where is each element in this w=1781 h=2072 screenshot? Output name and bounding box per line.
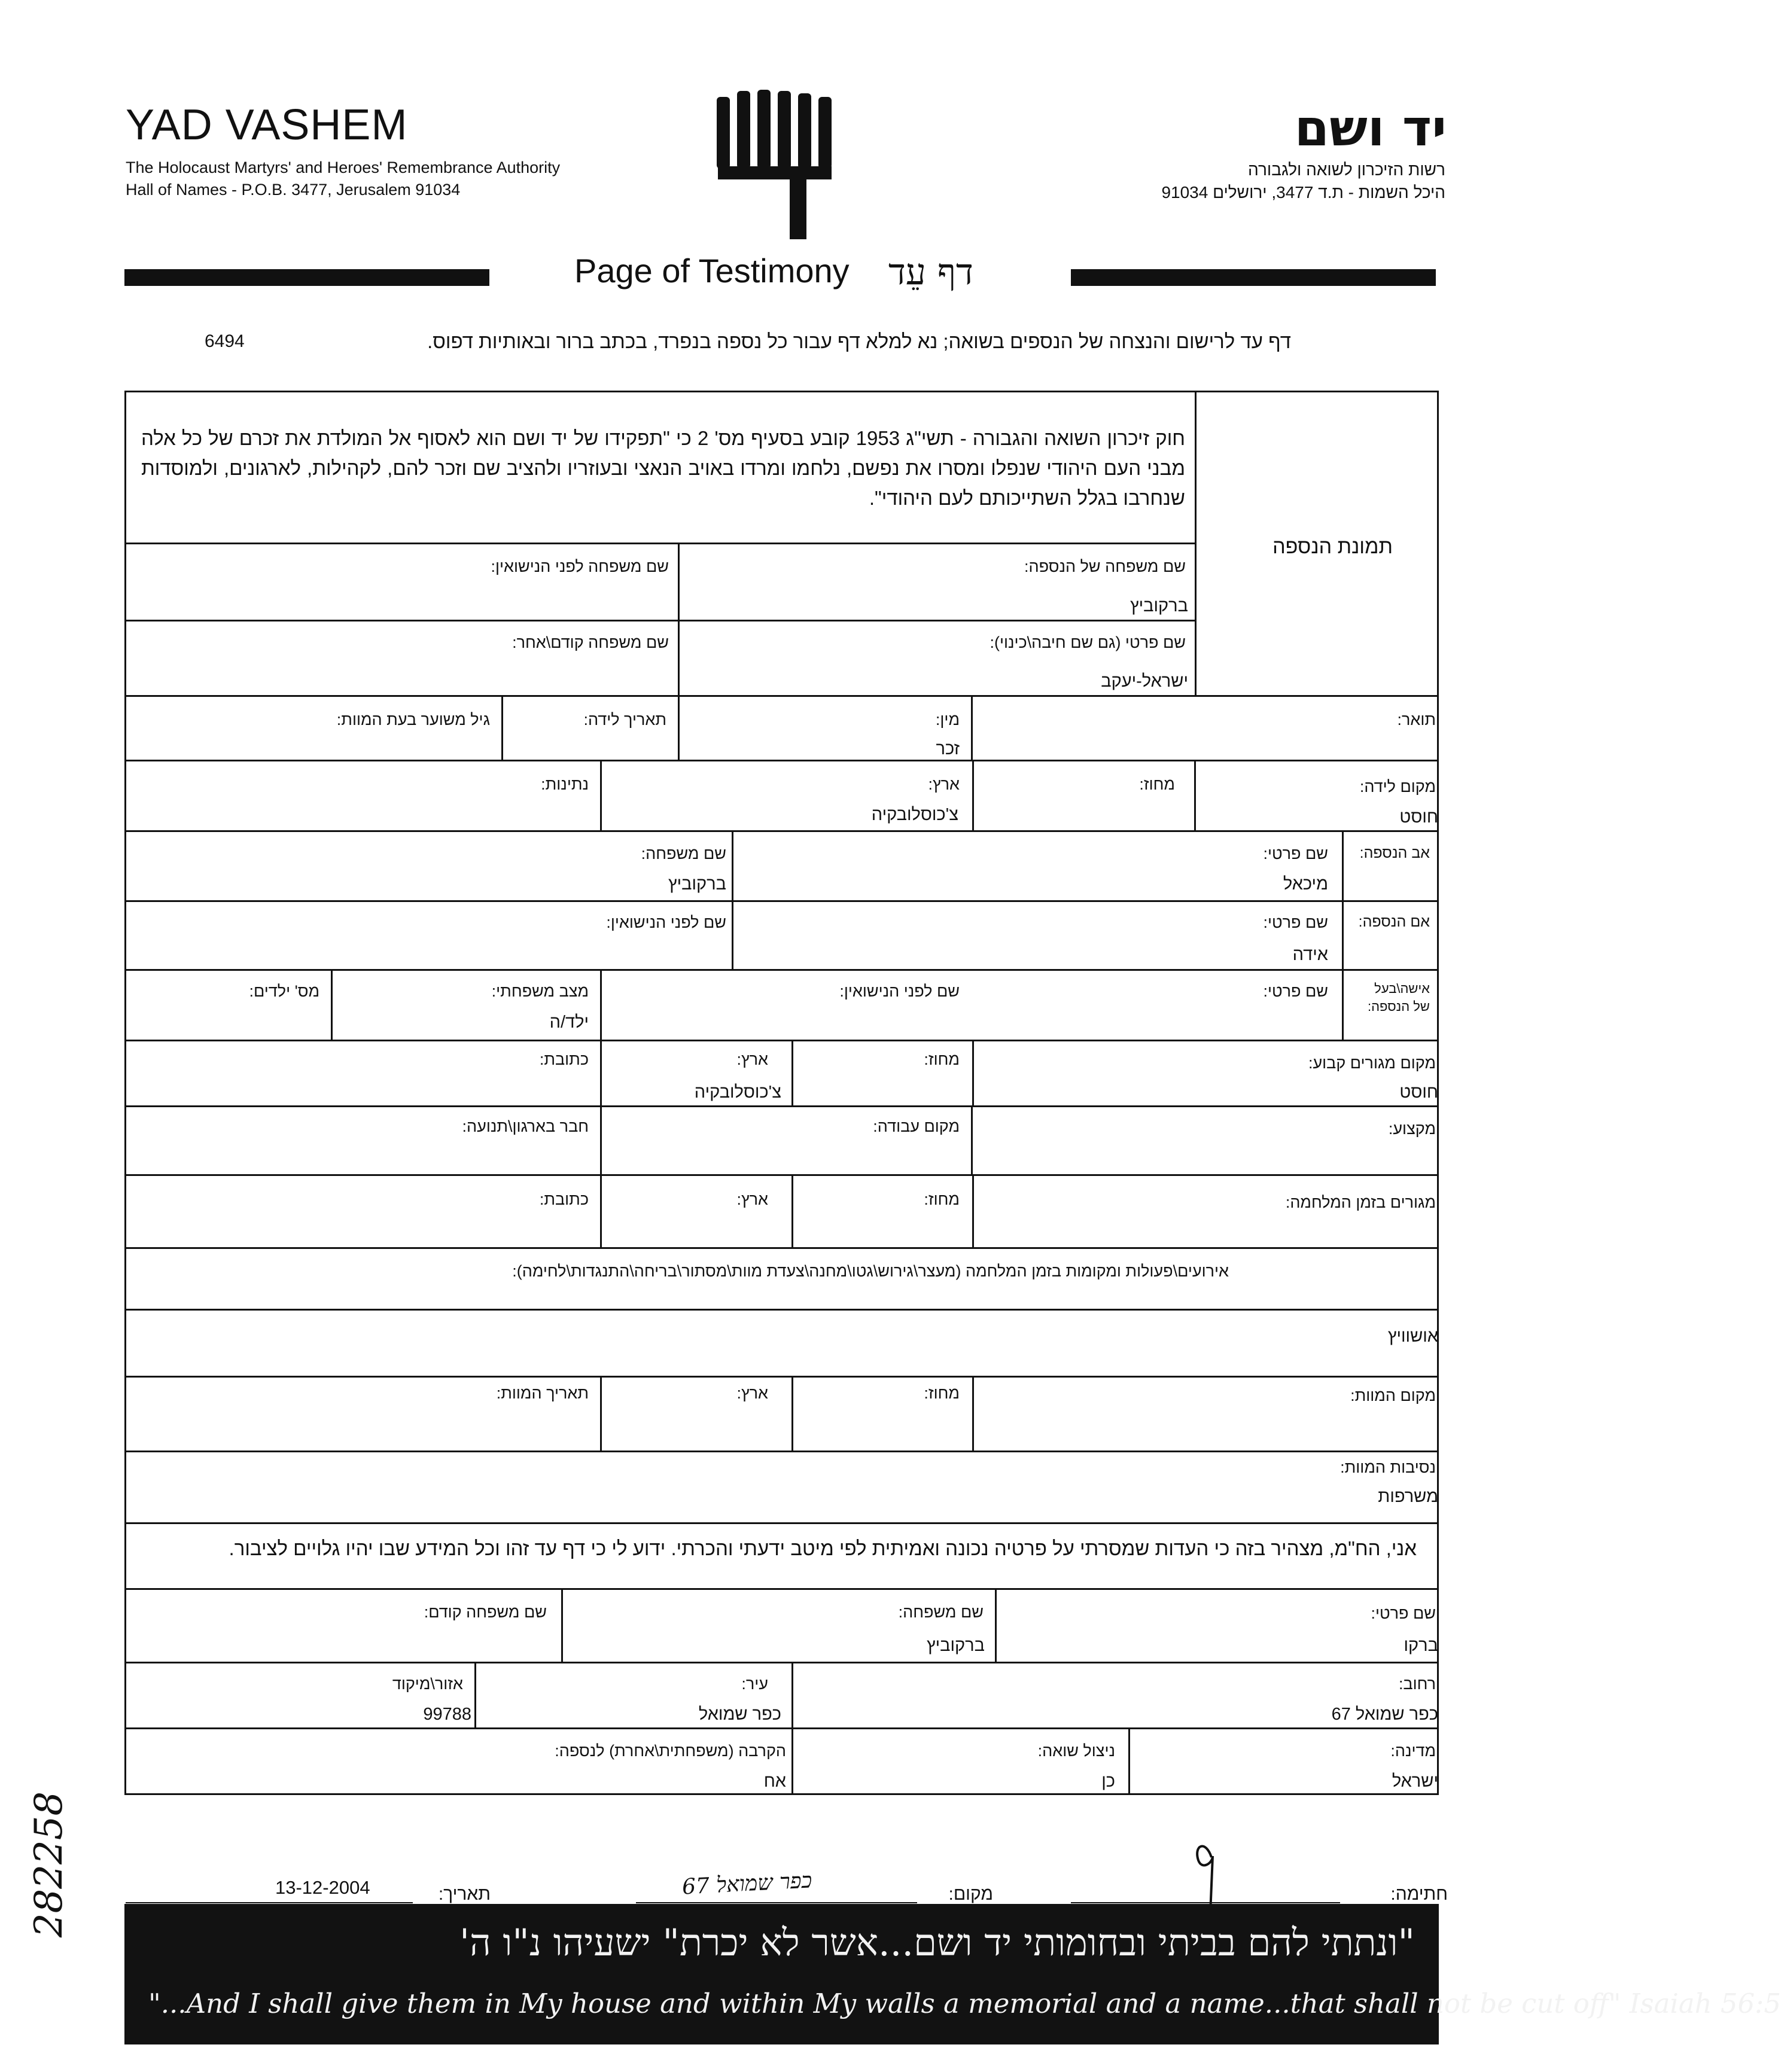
victim-first-name[interactable]: ישראל-יעקב xyxy=(1101,672,1188,691)
authority-he: רשות הזיכרון לשואה ולגבורה xyxy=(1248,160,1445,179)
relation-value[interactable]: אח xyxy=(763,1772,786,1791)
birth-country-label: ארץ: xyxy=(928,775,960,793)
father-first-label: שם פרטי: xyxy=(1263,845,1328,863)
children-count-label: מס' ילדים: xyxy=(249,982,319,1000)
birth-district-label: מחוז: xyxy=(1139,775,1175,793)
workplace-label: מקום עבודה: xyxy=(873,1117,960,1135)
relation-label: הקרבה (משפחתית\אחרת) לנספה: xyxy=(555,1742,786,1760)
country-value[interactable]: ישראל xyxy=(1392,1772,1438,1791)
footer-quote-he: "ונתתי להם בביתי ובחומותי יד ושם...אשר לא יכרת" ישעיהו נ"ו ה' xyxy=(459,1921,1415,1964)
residence-address-label: כתובת: xyxy=(539,1050,589,1068)
margin-number: 282258 xyxy=(27,1791,72,1938)
date-value[interactable]: 13-12-2004 xyxy=(275,1877,370,1898)
victim-family-name-label: שם משפחה של הנספה: xyxy=(1024,557,1186,575)
footer-quote-en: "...And I shall give them in My house and within My walls a memorial and a name...that shall not be cut off" Isaiah 56:5 xyxy=(148,1988,1781,2019)
signature-label: חתימה: xyxy=(1390,1884,1448,1904)
father-row-label: אב הנספה: xyxy=(1359,845,1430,861)
date-label: תאריך: xyxy=(438,1884,491,1904)
marital-status-value[interactable]: ילד/ה xyxy=(549,1013,589,1032)
father-family-value[interactable]: ברקוביץ xyxy=(668,874,726,894)
mother-row-label: אם הנספה: xyxy=(1358,913,1430,930)
survivor-label: ניצול שואה: xyxy=(1037,1742,1115,1760)
gender-value[interactable]: זכר xyxy=(936,739,960,758)
marital-status-label: מצב משפחתי: xyxy=(491,982,589,1000)
mother-first-value[interactable]: אידה xyxy=(1292,945,1328,964)
yad-vashem-logo xyxy=(712,90,838,245)
birth-country-value[interactable]: צ'כוסלובקיה xyxy=(871,805,958,824)
victim-prev-name-label: שם משפחה קודם\אחר: xyxy=(512,633,669,651)
org-name-he: יד ושם xyxy=(1294,99,1447,157)
spouse-maiden-label: שם לפני הנישואין: xyxy=(839,982,960,1000)
death-country-label: ארץ: xyxy=(736,1384,768,1402)
wartime-district-label: מחוז: xyxy=(924,1190,960,1208)
death-place-label: מקום המוות: xyxy=(1350,1387,1436,1404)
events-label: אירועים\פעולות ומקומות בזמן המלחמה (מעצר\גירוש\גטו\מחנה\צעדת מוות\מסתור\בריחה\התנגדות\לחימה): xyxy=(512,1262,1229,1280)
submitter-family-value[interactable]: ברקוביץ xyxy=(927,1636,985,1655)
residence-label: מקום מגורים קבוע: xyxy=(1308,1054,1436,1072)
submitter-first-value[interactable]: ברקו xyxy=(1404,1636,1438,1655)
approx-age-label: גיל משוער בעת המוות: xyxy=(336,711,490,729)
country-label: מדינה: xyxy=(1390,1742,1436,1760)
mother-first-label: שם פרטי: xyxy=(1263,913,1328,931)
page-title-he: דף עֵד xyxy=(888,251,973,293)
spouse-first-label: שם פרטי: xyxy=(1263,982,1328,1000)
death-circumstances-value[interactable]: משרפות xyxy=(1378,1487,1438,1506)
place-line xyxy=(636,1902,917,1903)
street-label: רחוב: xyxy=(1398,1675,1436,1693)
death-circumstances-label: נסיבות המוות: xyxy=(1340,1458,1436,1476)
victim-first-name-label: שם פרטי (גם שם חיבה\כינוי): xyxy=(990,633,1186,651)
birth-place-value[interactable]: חוסט xyxy=(1399,808,1438,827)
law-text: חוק זיכרון השואה והגבורה - תשי"ג 1953 קובע בסעיף מס' 2 כי "תפקידו של יד ושם הוא לאסוף אל המולדת את זכרם של כל אלה מבני העם היהודי שנפלו ומסרו את נפשם, נלחמו ומרדו באויב הנאצי ובעוזריו ולהציב שם וזכר להם, לקהילות, לארגונים, ולמוסדות שנחרבו בגלל השתייכותם לעם היהודי". xyxy=(141,427,1185,509)
birth-place-label: מקום לידה: xyxy=(1359,778,1436,796)
footer-banner xyxy=(124,1904,1781,2044)
address-en: Hall of Names - P.O.B. 3477, Jerusalem 91034 xyxy=(126,181,461,199)
organization-member-label: חבר בארגון\תנועה: xyxy=(462,1117,589,1135)
mother-maiden-label: שם לפני הנישואין: xyxy=(606,913,726,931)
survivor-value[interactable]: כן xyxy=(1101,1772,1115,1791)
father-first-value[interactable]: מיכאל xyxy=(1283,874,1328,894)
victim-maiden-name-label: שם משפחה לפני הנישואין: xyxy=(491,557,669,575)
zip-label: אזור\מיקוד xyxy=(392,1675,463,1693)
org-name-en: YAD VASHEM xyxy=(126,101,408,149)
page-title-en: Page of Testimony xyxy=(574,252,850,290)
title-bar-left xyxy=(124,269,489,286)
death-date-label: תאריך המוות: xyxy=(496,1384,589,1402)
instructions: דף עד לרישום והנצחה של הנספים בשואה; נא למלא דף עבור כל נספה בנפרד, בכתב ברור ובאותיות דפוס. xyxy=(427,330,1291,352)
date-line xyxy=(126,1902,413,1903)
address-he: היכל השמות - ת.ד 3477, ירושלים 91034 xyxy=(1161,183,1445,202)
place-label: מקום: xyxy=(948,1884,993,1904)
declaration: אני, הח"מ, מצהיר בזה כי העדות שמסרתי על פרטיה נכונה ואמיתית לפי מיטב ידעתי והכרתי. ידוע לי כי דף עד זהו וכל המידע שבו יהיו גלויים לציבור. xyxy=(229,1537,1417,1559)
occupation-label: מקצוע: xyxy=(1388,1120,1436,1138)
zip-value[interactable]: 99788 xyxy=(423,1705,471,1724)
city-value[interactable]: כפר שמואל xyxy=(698,1705,781,1724)
submitter-prev-family-label: שם משפחה קודם: xyxy=(424,1603,547,1621)
wartime-country-label: ארץ: xyxy=(736,1190,768,1208)
wartime-address-label: כתובת: xyxy=(539,1190,589,1208)
photo-box[interactable] xyxy=(1198,562,1435,694)
form-number: 6494 xyxy=(205,331,245,351)
death-district-label: מחוז: xyxy=(924,1384,960,1402)
nationality-label: נתינות: xyxy=(541,775,589,793)
authority-en: The Holocaust Martyrs' and Heroes' Remembrance Authority xyxy=(126,159,561,176)
submitter-first-label: שם פרטי: xyxy=(1371,1604,1436,1622)
wartime-residence-label: מגורים בזמן המלחמה: xyxy=(1285,1193,1436,1211)
father-family-label: שם משפחה: xyxy=(641,845,726,863)
residence-value[interactable]: חוסט xyxy=(1399,1083,1438,1102)
victim-family-name[interactable]: ברקוביץ xyxy=(1130,596,1188,615)
residence-district-label: מחוז: xyxy=(924,1050,960,1068)
city-label: עיר: xyxy=(741,1675,768,1693)
birth-date-label: תאריך לידה: xyxy=(583,711,666,729)
street-value[interactable]: כפר שמואל 67 xyxy=(1331,1705,1438,1724)
events-value[interactable]: אושוויץ xyxy=(1387,1327,1438,1346)
submitter-family-label: שם משפחה: xyxy=(898,1603,984,1621)
gender-label: מין: xyxy=(935,711,960,729)
photo-label: תמונת הנספה xyxy=(1272,535,1393,558)
residence-country-value[interactable]: צ'כוסלובקיה xyxy=(694,1083,781,1102)
spouse-row-label-1: אישה\בעל xyxy=(1374,981,1430,996)
spouse-row-label-2: של הנספה: xyxy=(1367,999,1430,1014)
title-bar-right xyxy=(1071,269,1436,286)
place-handwritten[interactable]: כפר שמואל 67 xyxy=(681,1868,813,1900)
title-label: תואר: xyxy=(1397,711,1436,729)
residence-country-label: ארץ: xyxy=(736,1050,768,1068)
